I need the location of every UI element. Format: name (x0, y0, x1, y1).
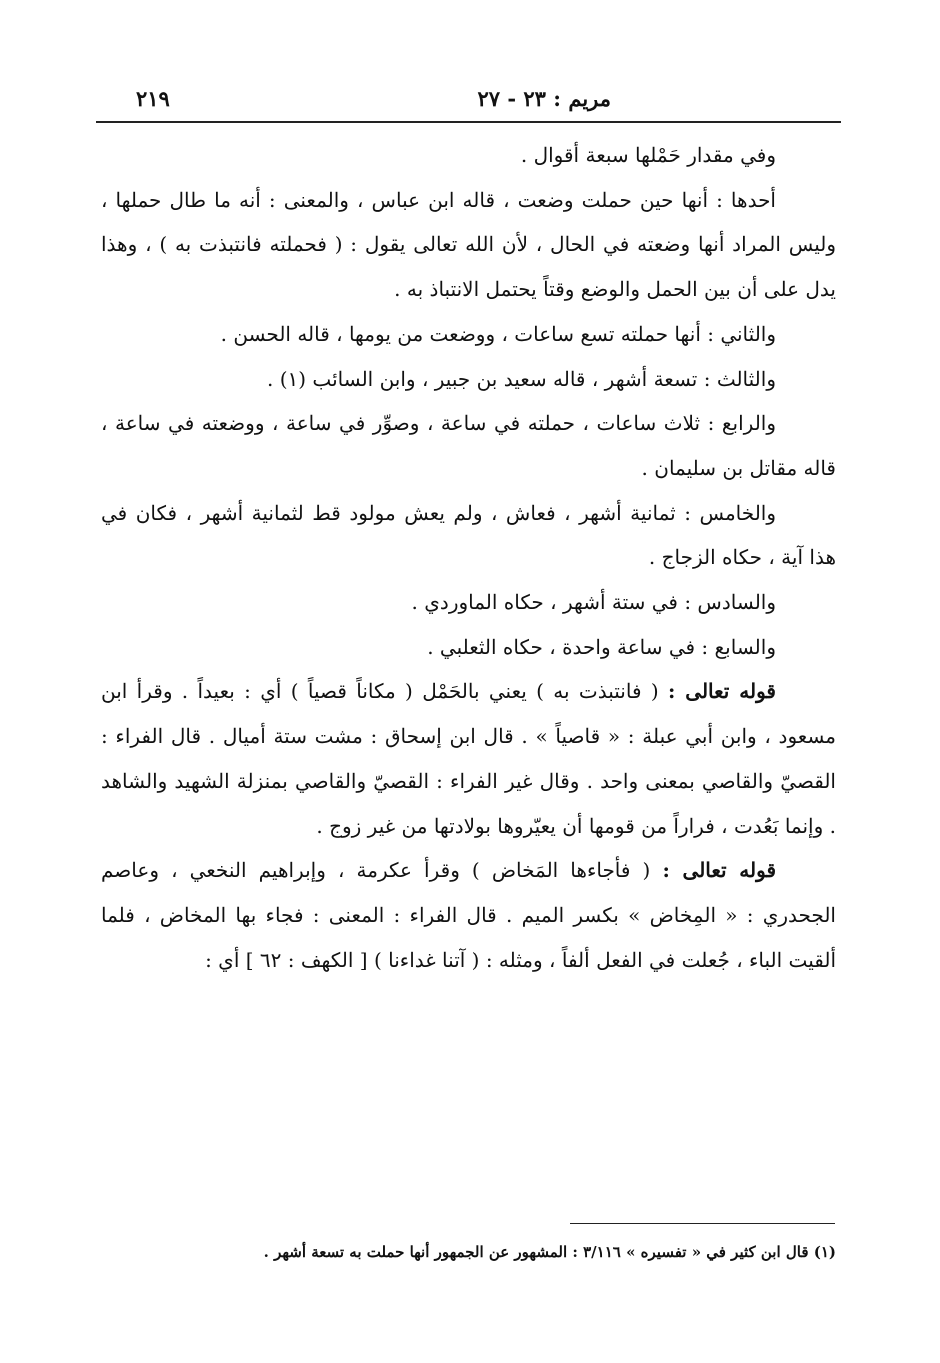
footnote: (١) قال ابن كثير في « تفسيره » ٣/١١٦ : المشهور عن الجمهور أنها حملت به تسعة أشهر . (263, 1243, 836, 1261)
paragraph-text: أحدها : أنها حين حملت وضعت ، قاله ابن عباس ، والمعنى : أنه ما طال حملها ، وليس المراد أنها وضعته في الحال ، لأن الله تعالى يقول : ( فحملته فانتبذت به ) ، وهذا يدل على أن بين الحمل والوضع وقتاً يحتمل الانتباذ به . (101, 187, 836, 302)
paragraph-text: والثاني : أنها حملته تسع ساعات ، ووضعت من يومها ، قاله الحسن . (220, 321, 776, 346)
page-header (96, 78, 841, 118)
paragraph-text: وفي مقدار حَمْلها سبعة أقوال . (520, 143, 776, 167)
running-title: مريم : ٢٣ - ٢٧ (477, 86, 611, 111)
verse-lead: قوله تعالى : (667, 679, 776, 704)
paragraph (101, 580, 836, 625)
header-rule (96, 121, 841, 123)
paragraph (101, 178, 836, 312)
paragraph (101, 357, 836, 402)
paragraph (101, 133, 836, 178)
paragraph (101, 625, 836, 670)
paragraph (101, 669, 836, 848)
paragraph (101, 848, 836, 982)
paragraph-text: والخامس : ثمانية أشهر ، فعاش ، ولم يعش مولود قط لثمانية أشهر ، فكان في هذا آية ، حكاه الزجاج . (101, 500, 836, 570)
paragraph-text: والرابع : ثلاث ساعات ، حملته في ساعة ، وصوِّر في ساعة ، ووضعته في ساعة ، قاله مقاتل بن سليمان . (101, 411, 836, 480)
verse-lead: قوله تعالى : (662, 858, 777, 883)
paragraph (101, 401, 836, 490)
main-text (101, 133, 836, 982)
paragraph-text: والثالث : تسعة أشهر ، قاله سعيد بن جبير ، وابن السائب (١) . (266, 366, 776, 391)
paragraph-text: ( فأجاءها المَخاض ) وقرأ عكرمة ، وإبراهيم النخعي ، وعاصم الجحدري : « المِخاض » بكسر الميم . قال الفراء : المعنى : فجاء بها المخاض ، فلما ألقيت الباء ، جُعلت في الفعل ألفاً ، ومثله : ( آتنا غداءنا ) [ الكهف : ٦٢ ] أي : (101, 858, 836, 972)
paragraph (101, 312, 836, 357)
footnote-rule (570, 1223, 835, 1224)
paragraph (101, 491, 836, 580)
paragraph-text: والسادس : في ستة أشهر ، حكاه الماوردي . (411, 590, 776, 615)
paragraph-text: ( فانتبذت به ) يعني بالحَمْل ( مكاناً قصياً ) أي : بعيداً . وقرأ ابن مسعود ، وابن أبي عبلة : « قاصياً » . قال ابن إسحاق : مشت ستة أميال . قال الفراء : القصيّ والقاصي بمعنى واحد . وقال غير الفراء : القصيّ والقاصي بمنزلة الشهيد والشاهد . وإنما بَعُدت ، فراراً من قومها أن يعيّروها بولادتها من غير زوج . (101, 679, 836, 838)
paragraph-text: والسابع : في ساعة واحدة ، حكاه الثعلبي . (427, 634, 776, 659)
page-number: ٢١٩ (136, 86, 170, 111)
